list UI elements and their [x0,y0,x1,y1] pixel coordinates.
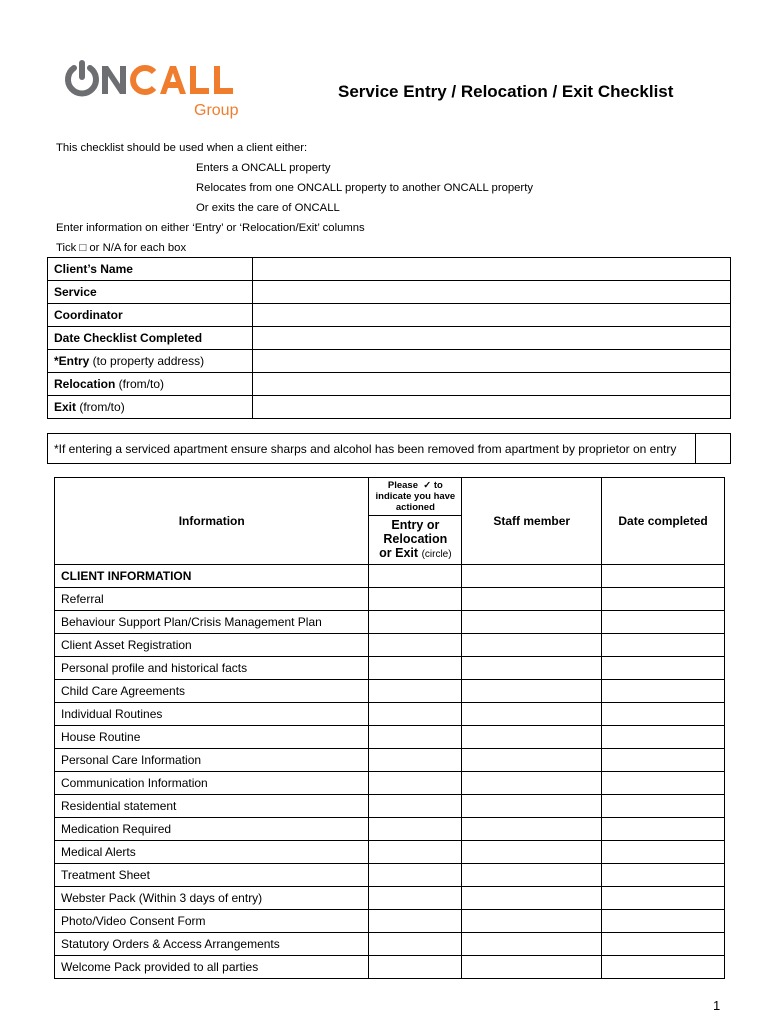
checklist-item-label: Referral [55,588,369,611]
relocation-label: Relocation (from/to) [48,373,253,396]
staff-member-header: Staff member [462,478,602,565]
table-row [55,956,725,979]
table-row [55,841,725,864]
checklist-tick-cell[interactable] [369,910,462,933]
page-number: 1 [713,998,721,1013]
checklist-date-cell[interactable] [602,726,725,749]
checklist-tick-cell[interactable] [369,772,462,795]
checklist-date-cell[interactable] [602,864,725,887]
exit-field[interactable] [253,396,731,419]
checklist-staff-cell[interactable] [462,795,602,818]
table-row [55,864,725,887]
checklist-tick-cell[interactable] [369,726,462,749]
note-text: *If entering a serviced apartment ensure sharps and alcohol has been removed from apartment by proprietor on entry [48,434,696,464]
table-row [55,749,725,772]
checklist-staff-cell[interactable] [462,680,602,703]
service-row [48,281,731,304]
checklist-tick-cell[interactable] [369,703,462,726]
client-details-table [47,257,731,419]
checklist-date-cell[interactable] [602,772,725,795]
note-checkbox[interactable] [696,434,731,464]
oncall-logo-graphic [64,60,254,122]
checklist-staff-cell[interactable] [462,864,602,887]
intro-option-relocate: Relocates from one ONCALL property to another ONCALL property [196,182,533,194]
intro-instructions [56,138,533,258]
checklist-tick-cell[interactable] [369,611,462,634]
relocation-field[interactable] [253,373,731,396]
checklist-date-cell[interactable] [602,588,725,611]
table-row [55,887,725,910]
checklist-rows [55,588,725,979]
checklist-date-cell[interactable] [602,749,725,772]
checklist-tick-cell[interactable] [369,795,462,818]
checklist-item-label: Client Asset Registration [55,634,369,657]
checklist-staff-cell[interactable] [462,611,602,634]
checklist-tick-cell[interactable] [369,887,462,910]
intro-option-enter: Enters a ONCALL property [196,162,331,174]
exit-label: Exit (from/to) [48,396,253,419]
intro-option-exit: Or exits the care of ONCALL [196,202,340,214]
checklist-staff-cell[interactable] [462,818,602,841]
checklist-staff-cell[interactable] [462,933,602,956]
checklist-tick-cell[interactable] [369,956,462,979]
client-name-field[interactable] [253,258,731,281]
checklist-date-cell[interactable] [602,703,725,726]
checklist-date-cell[interactable] [602,956,725,979]
exit-row [48,396,731,419]
checklist-tick-cell[interactable] [369,588,462,611]
table-row [55,795,725,818]
checklist-item-label: Photo/Video Consent Form [55,910,369,933]
checklist-item-label: Personal Care Information [55,749,369,772]
table-row [55,818,725,841]
checklist-staff-cell[interactable] [462,887,602,910]
table-row [55,933,725,956]
checklist-tick-cell[interactable] [369,841,462,864]
table-row [55,772,725,795]
section-tick-cell[interactable] [369,565,462,588]
checklist-item-label: Personal profile and historical facts [55,657,369,680]
table-row [55,634,725,657]
checklist-tick-cell[interactable] [369,634,462,657]
logo-group-text: Group [194,102,239,119]
checklist-staff-cell[interactable] [462,749,602,772]
checklist-item-label: Behaviour Support Plan/Crisis Management Plan [55,611,369,634]
service-field[interactable] [253,281,731,304]
date-checklist-field[interactable] [253,327,731,350]
checklist-staff-cell[interactable] [462,841,602,864]
checklist-date-cell[interactable] [602,680,725,703]
date-completed-row [48,327,731,350]
client-name-row [48,258,731,281]
date-checklist-label: Date Checklist Completed [48,327,253,350]
table-header-row [55,478,725,516]
service-label: Service [48,281,253,304]
page-title: Service Entry / Relocation / Exit Checklist [338,82,674,101]
table-row [55,588,725,611]
client-information-section: CLIENT INFORMATION [55,565,369,588]
section-row [55,565,725,588]
table-row [55,703,725,726]
entry-label: *Entry (to property address) [48,350,253,373]
checklist-item-label: Welcome Pack provided to all parties [55,956,369,979]
check-icon: ✓ [423,480,432,491]
serviced-apartment-note [47,433,731,464]
checklist-staff-cell[interactable] [462,956,602,979]
checklist-staff-cell[interactable] [462,703,602,726]
power-icon [68,63,96,93]
coordinator-field[interactable] [253,304,731,327]
checklist-tick-cell[interactable] [369,818,462,841]
checklist-date-cell[interactable] [602,841,725,864]
checklist-tick-cell[interactable] [369,680,462,703]
checklist-staff-cell[interactable] [462,772,602,795]
intro-columns-instruction: Enter information on either ‘Entry’ or ‘Relocation/Exit’ columns [56,222,365,234]
checklist-item-label: Residential statement [55,795,369,818]
table-row [55,910,725,933]
date-completed-header: Date completed [602,478,725,565]
please-tick-header: Please ✓ to indicate you have actioned [369,478,462,516]
checklist-date-cell[interactable] [602,657,725,680]
checklist-date-cell[interactable] [602,818,725,841]
table-row [55,726,725,749]
checklist-staff-cell[interactable] [462,634,602,657]
intro-tick-instruction: Tick □ or N/A for each box [56,242,187,254]
checklist-date-cell[interactable] [602,910,725,933]
entry-field[interactable] [253,350,731,373]
checklist-item-label: Treatment Sheet [55,864,369,887]
entry-row [48,350,731,373]
coordinator-label: Coordinator [48,304,253,327]
information-header: Information [55,478,369,565]
checklist-date-cell[interactable] [602,887,725,910]
section-date-cell[interactable] [602,565,725,588]
checklist-item-label: Child Care Agreements [55,680,369,703]
checklist-tick-cell[interactable] [369,657,462,680]
checklist-item-label: Individual Routines [55,703,369,726]
table-row [55,680,725,703]
checklist-staff-cell[interactable] [462,726,602,749]
checklist-date-cell[interactable] [602,634,725,657]
entry-relocation-exit-header: Entry or Relocation or Exit (circle) [369,516,462,565]
relocation-row [48,373,731,396]
checklist-date-cell[interactable] [602,795,725,818]
oncall-group-logo [64,60,254,122]
checklist-tick-cell[interactable] [369,864,462,887]
section-staff-cell[interactable] [462,565,602,588]
checklist-item-label: Medical Alerts [55,841,369,864]
checklist-item-label: Webster Pack (Within 3 days of entry) [55,887,369,910]
checklist-date-cell[interactable] [602,933,725,956]
checklist-staff-cell[interactable] [462,588,602,611]
coordinator-row [48,304,731,327]
checklist-item-label: House Routine [55,726,369,749]
checklist-tick-cell[interactable] [369,749,462,772]
checklist-date-cell[interactable] [602,611,725,634]
checklist-table [54,477,725,979]
checklist-item-label: Communication Information [55,772,369,795]
checklist-staff-cell[interactable] [462,657,602,680]
table-row [55,657,725,680]
checklist-tick-cell[interactable] [369,933,462,956]
intro-line: This checklist should be used when a client either: [56,142,308,154]
checklist-item-label: Medication Required [55,818,369,841]
client-name-label: Client’s Name [48,258,253,281]
table-row [55,611,725,634]
checklist-staff-cell[interactable] [462,910,602,933]
checklist-item-label: Statutory Orders & Access Arrangements [55,933,369,956]
